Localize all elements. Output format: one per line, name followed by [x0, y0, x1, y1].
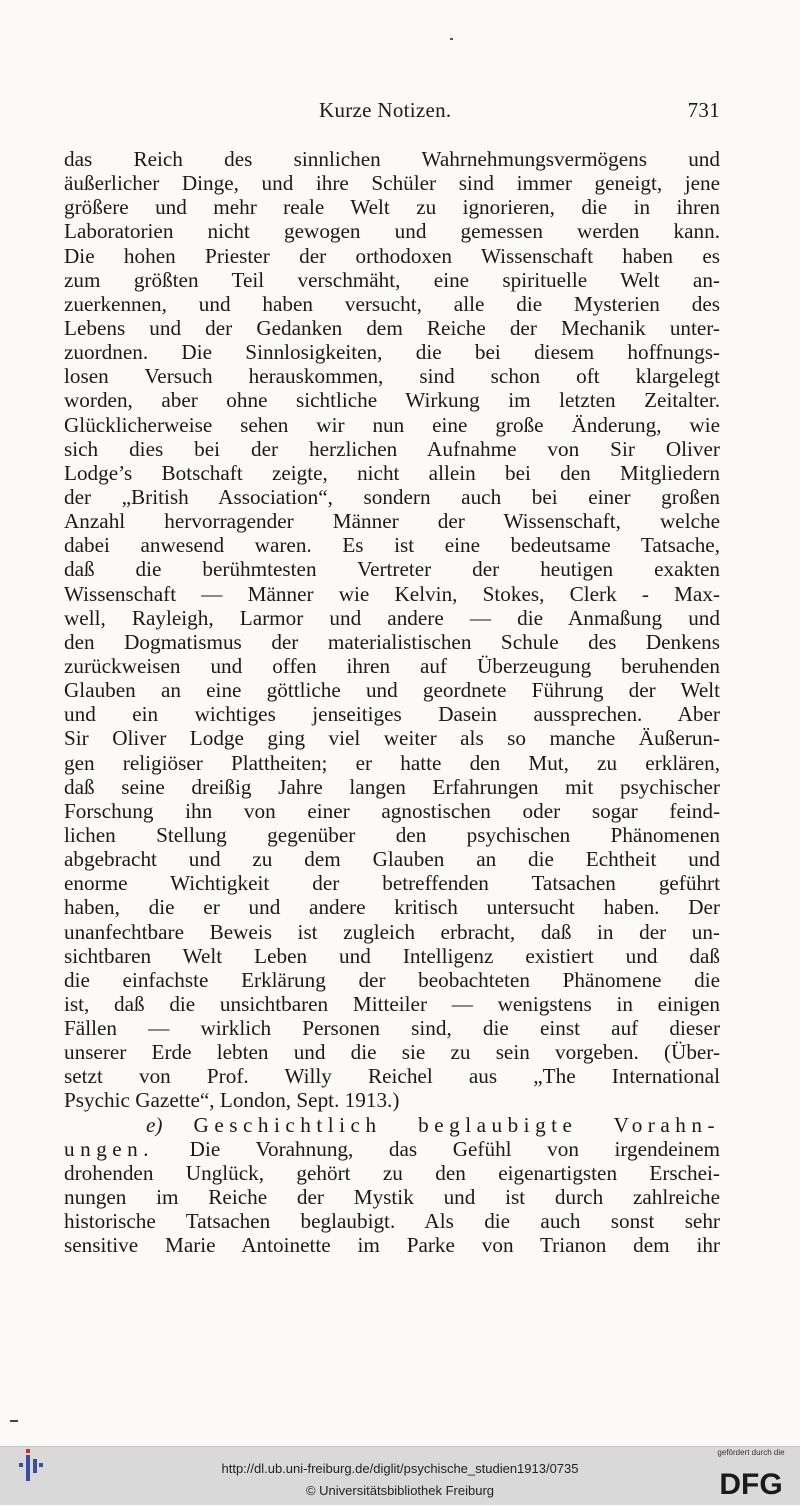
running-title: Kurze Notizen.: [319, 98, 452, 122]
viewer-footer: [0, 1446, 800, 1505]
text-line: daß die berühmtesten Vertreter der heutigen exakten: [64, 557, 720, 582]
margin-mark: [10, 1420, 18, 1422]
text-fragment: Die Vorahnung, das Gefühl von irgendeinem: [189, 1136, 720, 1161]
page-number: 731: [687, 98, 720, 122]
text-line: größere und mehr reale Welt zu ignorieren, die in ihren: [64, 195, 720, 220]
text-line: Psychic Gazette“, London, Sept. 1913.): [64, 1088, 400, 1113]
permalink[interactable]: http://dl.ub.uni-freiburg.de/diglit/psychische_studien1913/0735: [221, 1461, 579, 1476]
text-line: sichtbaren Welt Leben und Intelligenz existiert und daß: [64, 943, 720, 968]
dfg-caption: gefördert durch die: [717, 1448, 785, 1457]
section-label: e): [146, 1112, 163, 1137]
paragraph-vorahnungen: [64, 1113, 720, 1258]
text-line: ist, daß die unsichtbaren Mitteiler — wenigstens in einigen: [64, 991, 720, 1016]
text-line: setzt von Prof. Willy Reichel aus „The International: [64, 1064, 720, 1089]
text-line: worden, aber ohne sichtliche Wirkung im letzten Zeitalter.: [64, 388, 720, 413]
text-line: Lebens und der Gedanken dem Reiche der Mechanik unter-: [64, 315, 720, 340]
text-line: Glauben an eine göttliche und geordnete Führung der Welt: [64, 678, 720, 703]
paragraph-lodge: [64, 147, 720, 1113]
text-line: Die hohen Priester der orthodoxen Wissenschaft haben es: [64, 243, 720, 268]
text-line: Anzahl hervorragender Männer der Wissenschaft, welche: [64, 509, 720, 534]
text-line: unanfechtbare Beweis ist zugleich erbracht, daß in der un-: [64, 919, 720, 944]
text-line: sensitive Marie Antoinette im Parke von Trianon dem ihr: [64, 1233, 720, 1258]
section-heading-line: [64, 1113, 720, 1137]
text-line: unserer Erde lebten und die sie zu sein vorgeben. (Über-: [64, 1040, 720, 1065]
text-line: drohenden Unglück, gehört zu den eigenartigsten Erschei-: [64, 1160, 720, 1185]
text-line: Forschung ihn von einer agnostischen oder sogar feind-: [64, 798, 720, 823]
text-line: gen religiöser Plattheiten; er hatte den Mut, zu erklären,: [64, 750, 720, 775]
section-heading-continued: ungen.: [64, 1136, 155, 1161]
text-line: Laboratorien nicht gewogen und gemessen werden kann.: [64, 219, 720, 244]
scan-speck: [450, 38, 453, 40]
text-line: historische Tatsachen beglaubigt. Als die auch sonst sehr: [64, 1209, 720, 1234]
library-logo-icon: [18, 1447, 44, 1487]
text-line: zurückweisen und offen ihren auf Überzeugung beruhenden: [64, 653, 720, 678]
text-line: Wissenschaft — Männer wie Kelvin, Stokes, Clerk - Max-: [64, 581, 720, 606]
running-header: [64, 98, 720, 124]
text-line: abgebracht und zu dem Glauben an die Echtheit und: [64, 847, 720, 872]
text-line: enorme Wichtigkeit der betreffenden Tatsachen geführt: [64, 871, 720, 896]
section-heading: Geschichtlich beglaubigte Vorahn-: [193, 1112, 720, 1137]
dfg-logo: [706, 1448, 796, 1502]
text-line: dabei anwesend waren. Es ist eine bedeutsame Tatsache,: [64, 533, 720, 558]
text-line: den Dogmatismus der materialistischen Schule des Denkens: [64, 629, 720, 654]
text-line: daß seine dreißig Jahre langen Erfahrungen mit psychischer: [64, 774, 720, 799]
text-line: Sir Oliver Lodge ging viel weiter als so manche Äußerun-: [64, 726, 720, 751]
text-line: losen Versuch herauskommen, sind schon oft klargelegt: [64, 364, 720, 389]
text-line: und ein wichtiges jenseitiges Dasein aussprechen. Aber: [64, 702, 720, 727]
text-line: zuerkennen, und haben versucht, alle die Mysterien des: [64, 291, 720, 316]
text-line: nungen im Reiche der Mystik und ist durch zahlreiche: [64, 1185, 720, 1210]
text-line: well, Rayleigh, Larmor und andere — die Anmaßung und: [64, 605, 720, 630]
text-line: [64, 1137, 720, 1161]
text-line: zuordnen. Die Sinnlosigkeiten, die bei diesem hoffnungs-: [64, 340, 720, 365]
text-line: zum größten Teil verschmäht, eine spirituelle Welt an-: [64, 267, 720, 292]
text-line: Glücklicherweise sehen wir nun eine große Änderung, wie: [64, 412, 720, 437]
body-text: [64, 147, 720, 1257]
text-line: sich dies bei der herzlichen Aufnahme von Sir Oliver: [64, 436, 720, 461]
dfg-logo-text: DFG: [719, 1468, 783, 1501]
text-line: der „British Association“, sondern auch bei einer großen: [64, 484, 720, 509]
text-line: Fällen — wirklich Personen sind, die einst auf dieser: [64, 1016, 720, 1041]
text-line: lichen Stellung gegenüber den psychischen Phänomenen: [64, 822, 720, 847]
text-line: haben, die er und andere kritisch untersucht haben. Der: [64, 895, 720, 920]
text-line: das Reich des sinnlichen Wahrnehmungsvermögens und: [64, 147, 720, 171]
text-line: die einfachste Erklärung der beobachteten Phänomene die: [64, 967, 720, 992]
text-line: äußerlicher Dinge, und ihre Schüler sind immer geneigt, jene: [64, 171, 720, 196]
text-line: Lodge’s Botschaft zeigte, nicht allein bei den Mitgliedern: [64, 460, 720, 485]
copyright-notice: © Universitätsbibliothek Freiburg: [305, 1483, 495, 1498]
